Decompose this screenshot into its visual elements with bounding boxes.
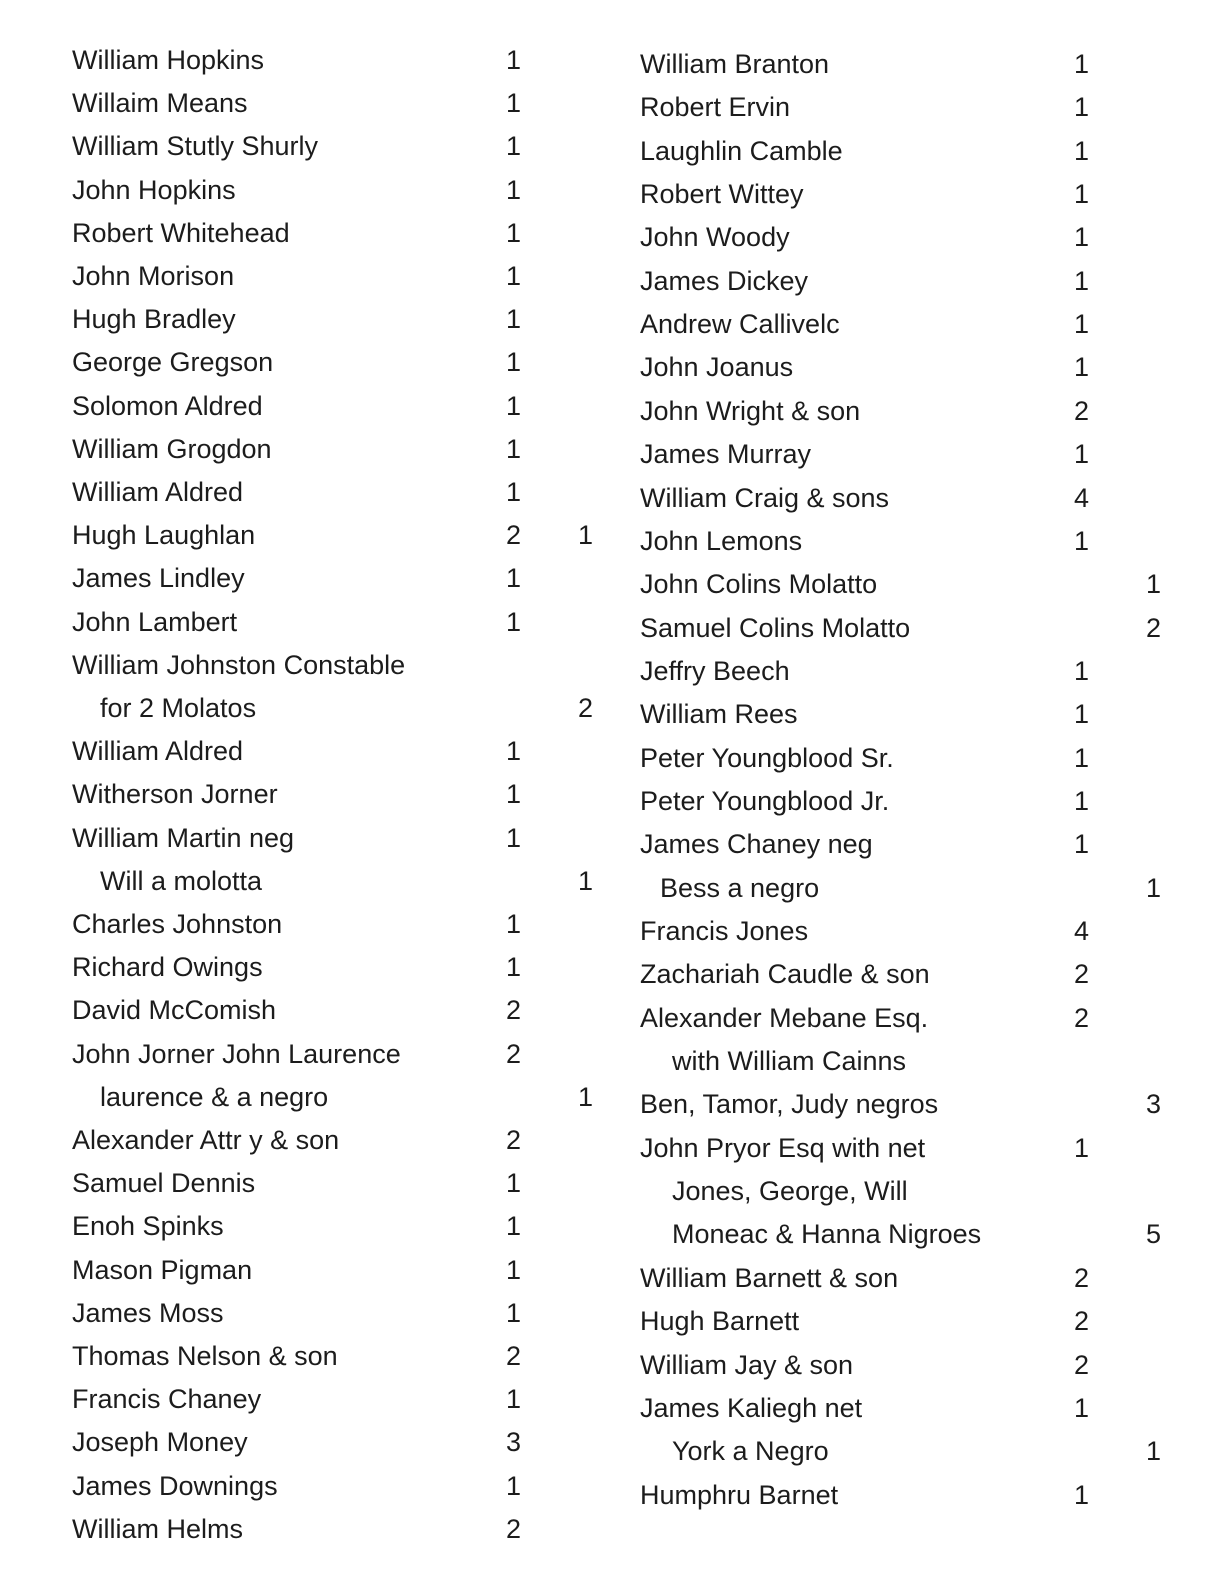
- entry-name: Robert Wittey: [640, 179, 804, 209]
- list-item: [0, 1128, 1222, 1168]
- entry-secondary-count: 3: [1146, 1089, 1162, 1119]
- entry-name: William Hopkins: [72, 45, 265, 75]
- entry-count: 1: [1074, 1480, 1090, 1510]
- entry-name: Richard Owings: [72, 952, 263, 982]
- list-item: [0, 1171, 1222, 1211]
- list-item: [0, 304, 1222, 344]
- entry-count: 1: [506, 1384, 522, 1414]
- entry-count: 1: [506, 779, 522, 809]
- entry-name: Enoh Spinks: [72, 1211, 224, 1241]
- entry-name: Alexander Mebane Esq.: [640, 1003, 929, 1033]
- entry-secondary-count: 1: [1146, 873, 1162, 903]
- entry-name: William Rees: [640, 699, 798, 729]
- list-item: [0, 1431, 1222, 1471]
- entry-secondary-count: 2: [578, 693, 594, 723]
- entry-name: John Wright & son: [640, 396, 861, 426]
- entry-count: 1: [506, 45, 522, 75]
- entry-count: 1: [506, 477, 522, 507]
- entry-name: James Chaney neg: [640, 829, 873, 859]
- entry-count: 1: [506, 434, 522, 464]
- list-item: [0, 781, 1222, 821]
- list-item: [0, 998, 1222, 1038]
- entry-count: 2: [506, 520, 522, 550]
- entry-secondary-count: 1: [578, 1082, 594, 1112]
- list-item: [0, 1388, 1222, 1428]
- entry-count: 1: [1074, 49, 1090, 79]
- list-item: [0, 131, 1222, 171]
- entry-name: Solomon Aldred: [72, 391, 263, 421]
- entry-name: John Hopkins: [72, 175, 236, 205]
- entry-count: 2: [1074, 959, 1090, 989]
- list-item: [0, 87, 1222, 127]
- list-item: [0, 1041, 1222, 1081]
- entry-count: 2: [506, 1039, 522, 1069]
- entry-secondary-count: 1: [1146, 569, 1162, 599]
- list-item: [0, 521, 1222, 561]
- entry-name: James Murray: [640, 439, 812, 469]
- entry-name: John Woody: [640, 222, 790, 252]
- entry-count: 1: [1074, 786, 1090, 816]
- entry-name: William Branton: [640, 49, 830, 79]
- entry-count: 1: [1074, 656, 1090, 686]
- entry-name: John Jorner John Laurence: [72, 1039, 401, 1069]
- entry-name: Mason Pigman: [72, 1255, 253, 1285]
- entry-name: Willaim Means: [72, 88, 248, 118]
- entry-count: 2: [1074, 1003, 1090, 1033]
- entry-count: 1: [1074, 1133, 1090, 1163]
- entry-count: 1: [1074, 266, 1090, 296]
- entry-name: Charles Johnston: [72, 909, 283, 939]
- entry-name: John Joanus: [640, 352, 794, 382]
- entry-name: laurence & a negro: [100, 1082, 329, 1112]
- entry-count: 4: [1074, 483, 1090, 513]
- entry-count: 1: [506, 1255, 522, 1285]
- entry-count: 1: [506, 131, 522, 161]
- entry-count: 2: [1074, 1263, 1090, 1293]
- entry-count: 1: [1074, 136, 1090, 166]
- entry-name: John Pryor Esq with net: [640, 1133, 926, 1163]
- entry-name: Hugh Barnett: [640, 1306, 800, 1336]
- entry-name: William Stutly Shurly: [72, 131, 319, 161]
- list-item: [0, 1214, 1222, 1254]
- entry-name: Hugh Bradley: [72, 304, 236, 334]
- entry-name: Moneac & Hanna Nigroes: [672, 1219, 982, 1249]
- entry-name: Will a molotta: [100, 866, 263, 896]
- entry-count: 1: [1074, 309, 1090, 339]
- entry-name: John Morison: [72, 261, 235, 291]
- entry-count: 1: [506, 1298, 522, 1328]
- entry-name: David McComish: [72, 995, 277, 1025]
- entry-name: James Lindley: [72, 563, 245, 593]
- list-item: [0, 1509, 1222, 1549]
- entry-secondary-count: 1: [1146, 1436, 1162, 1466]
- entry-count: 1: [506, 261, 522, 291]
- entry-count: 2: [1074, 1306, 1090, 1336]
- entry-name: Humphru Barnet: [640, 1480, 839, 1510]
- list-item: [0, 911, 1222, 951]
- list-item: [0, 738, 1222, 778]
- entry-count: 2: [506, 995, 522, 1025]
- entry-count: 1: [1074, 179, 1090, 209]
- entry-name: George Gregson: [72, 347, 274, 377]
- entry-count: 1: [506, 823, 522, 853]
- entry-count: 1: [506, 909, 522, 939]
- entry-count: 1: [506, 563, 522, 593]
- list-item: [0, 1084, 1222, 1124]
- entry-name: John Colins Molatto: [640, 569, 878, 599]
- entry-count: 1: [506, 1168, 522, 1198]
- entry-name: Peter Youngblood Jr.: [640, 786, 890, 816]
- entry-name: with William Cainns: [672, 1046, 907, 1076]
- list-item: [0, 44, 1222, 84]
- list-item: [0, 478, 1222, 518]
- entry-count: 1: [1074, 352, 1090, 382]
- entry-count: 1: [506, 952, 522, 982]
- list-item: [0, 391, 1222, 431]
- entry-count: 3: [506, 1427, 522, 1457]
- list-item: [0, 347, 1222, 387]
- entry-count: 2: [1074, 396, 1090, 426]
- entry-name: William Jay & son: [640, 1350, 854, 1380]
- entry-count: 1: [506, 175, 522, 205]
- entry-name: Robert Whitehead: [72, 218, 290, 248]
- entry-name: Alexander Attr y & son: [72, 1125, 340, 1155]
- entry-name: William Johnston Constable: [72, 650, 406, 680]
- entry-count: 1: [1074, 439, 1090, 469]
- entry-count: 2: [506, 1125, 522, 1155]
- list-item: [0, 1301, 1222, 1341]
- entry-name: York a Negro: [672, 1436, 829, 1466]
- entry-name: Witherson Jorner: [72, 779, 278, 809]
- entry-count: 2: [506, 1341, 522, 1371]
- entry-count: 1: [506, 736, 522, 766]
- entry-count: 1: [506, 1471, 522, 1501]
- entry-name: Hugh Laughlan: [72, 520, 256, 550]
- list-item: [0, 608, 1222, 648]
- entry-name: Thomas Nelson & son: [72, 1341, 338, 1371]
- list-item: [0, 174, 1222, 214]
- list-item: [0, 1475, 1222, 1515]
- entry-name: Jones, George, Will: [672, 1176, 908, 1206]
- entry-name: William Barnett & son: [640, 1263, 899, 1293]
- list-item: [0, 564, 1222, 604]
- entry-name: Peter Youngblood Sr.: [640, 743, 894, 773]
- entry-name: Ben, Tamor, Judy negros: [640, 1089, 939, 1119]
- entry-name: William Martin neg: [72, 823, 295, 853]
- entry-secondary-count: 1: [578, 866, 594, 896]
- entry-name: Zachariah Caudle & son: [640, 959, 930, 989]
- entry-count: 1: [1074, 1393, 1090, 1423]
- entry-name: James Dickey: [640, 266, 809, 296]
- list-item: [0, 1345, 1222, 1385]
- list-item: [0, 261, 1222, 301]
- entry-name: William Craig & sons: [640, 483, 890, 513]
- entry-name: Laughlin Camble: [640, 136, 843, 166]
- entry-count: 1: [506, 391, 522, 421]
- entry-count: 1: [1074, 526, 1090, 556]
- entry-name: Francis Jones: [640, 916, 809, 946]
- entry-name: William Helms: [72, 1514, 243, 1544]
- entry-secondary-count: 2: [1146, 613, 1162, 643]
- list-item: [0, 824, 1222, 864]
- entry-name: Robert Ervin: [640, 92, 791, 122]
- list-item: [0, 694, 1222, 734]
- entry-name: William Aldred: [72, 736, 244, 766]
- entry-name: for 2 Molatos: [100, 693, 257, 723]
- entry-name: James Downings: [72, 1471, 278, 1501]
- entry-count: 1: [1074, 92, 1090, 122]
- entry-secondary-count: 1: [578, 520, 594, 550]
- entry-count: 2: [1074, 1350, 1090, 1380]
- entry-name: James Kaliegh net: [640, 1393, 863, 1423]
- entry-count: 1: [1074, 699, 1090, 729]
- entry-secondary-count: 5: [1146, 1219, 1162, 1249]
- list-item: [0, 954, 1222, 994]
- list-item: [0, 868, 1222, 908]
- list-item: [0, 1258, 1222, 1298]
- entry-name: John Lambert: [72, 607, 238, 637]
- entry-name: Bess a negro: [660, 873, 820, 903]
- entry-name: John Lemons: [640, 526, 803, 556]
- list-item: [0, 434, 1222, 474]
- entry-name: Jeffry Beech: [640, 656, 790, 686]
- entry-name: James Moss: [72, 1298, 224, 1328]
- entry-count: 1: [1074, 829, 1090, 859]
- entry-count: 1: [506, 1211, 522, 1241]
- entry-count: 2: [506, 1514, 522, 1544]
- entry-name: William Aldred: [72, 477, 244, 507]
- entry-count: 1: [506, 607, 522, 637]
- list-item: [0, 217, 1222, 257]
- entry-count: 1: [506, 347, 522, 377]
- entry-name: Andrew Callivelc: [640, 309, 840, 339]
- entry-name: Samuel Dennis: [72, 1168, 256, 1198]
- entry-count: 1: [506, 304, 522, 334]
- entry-count: 1: [1074, 743, 1090, 773]
- entry-name: William Grogdon: [72, 434, 272, 464]
- entry-count: 1: [506, 88, 522, 118]
- entry-count: 1: [1074, 222, 1090, 252]
- entry-name: Samuel Colins Molatto: [640, 613, 911, 643]
- list-item: [0, 651, 1222, 691]
- entry-count: 1: [506, 218, 522, 248]
- entry-count: 4: [1074, 916, 1090, 946]
- entry-name: Francis Chaney: [72, 1384, 262, 1414]
- entry-name: Joseph Money: [72, 1427, 248, 1457]
